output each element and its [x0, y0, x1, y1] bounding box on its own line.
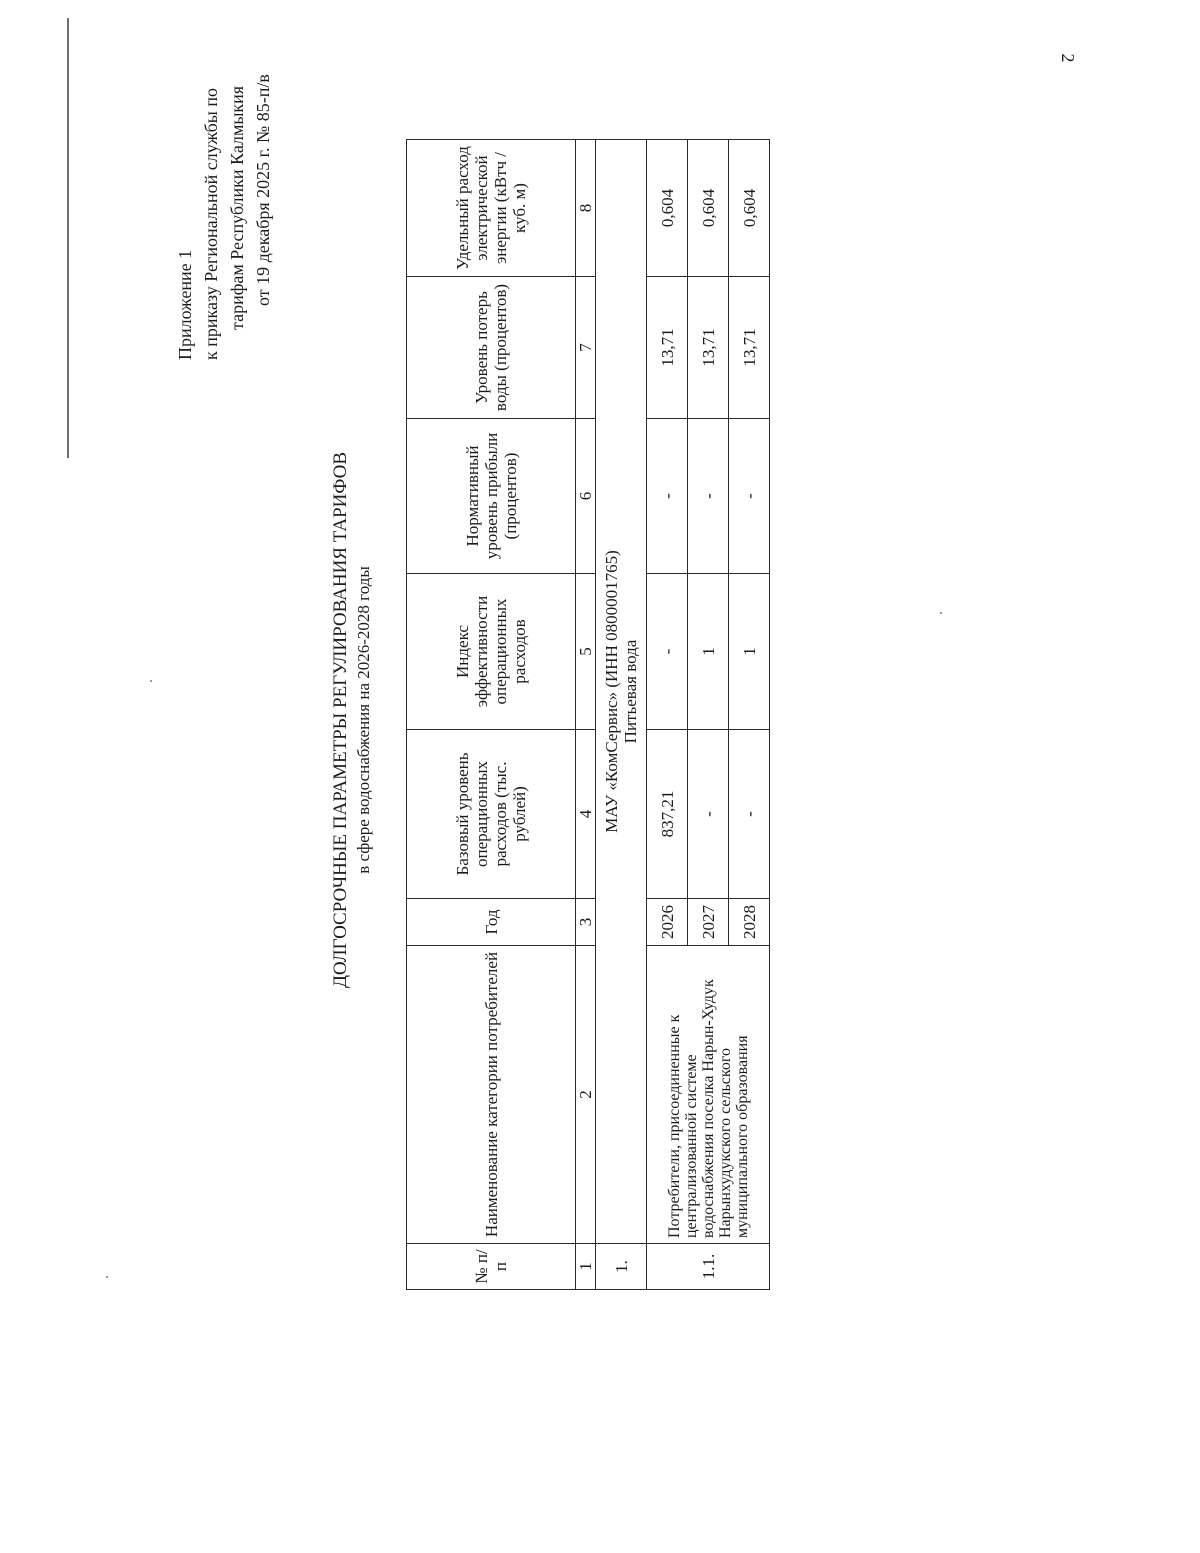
column-header: Удельный расход электрической энергии (кВтч / куб. м): [407, 140, 576, 277]
table-header-row: [407, 140, 576, 1290]
column-number: 1: [576, 1244, 596, 1290]
column-number: 8: [576, 140, 596, 277]
base-opex-cell: -: [688, 730, 729, 899]
year-cell: 2028: [729, 899, 770, 946]
consumer-category: Потребители, присоединенные к централизованной системе водоснабжения поселка Нарын-Худук Нарынхудукского сельского муниципального образования: [647, 946, 770, 1244]
profit-level-cell: -: [688, 419, 729, 574]
resource-name: Питьевая вода: [621, 639, 640, 744]
appendix-line: Приложение 1: [175, 249, 195, 360]
column-header: Уровень потерь воды (процентов): [407, 277, 576, 419]
appendix-line: тарифам Республики Калмыкия: [227, 85, 247, 330]
column-number: 2: [576, 946, 596, 1244]
appendix-line: к приказу Региональной службы по: [201, 87, 221, 360]
efficiency-index-cell: 1: [688, 574, 729, 730]
rotated-document-page: [140, 20, 760, 1420]
energy-use-cell: 0,604: [729, 140, 770, 277]
efficiency-index-cell: 1: [729, 574, 770, 730]
year-cell: 2026: [647, 899, 688, 946]
profit-level-cell: -: [729, 419, 770, 574]
column-number: 7: [576, 277, 596, 419]
profit-level-cell: -: [647, 419, 688, 574]
base-opex-cell: -: [729, 730, 770, 899]
column-number: 3: [576, 899, 596, 946]
document-title: ДОЛГОСРОЧНЫЕ ПАРАМЕТРЫ РЕГУЛИРОВАНИЯ ТАРИФОВ: [330, 451, 351, 989]
column-header: Наименование категории потребителей: [407, 946, 576, 1244]
scan-speck: [106, 1276, 108, 1278]
efficiency-index-cell: -: [647, 574, 688, 730]
base-opex-cell: 837,21: [647, 730, 688, 899]
column-number-row: [576, 140, 596, 1290]
year-cell: 2027: [688, 899, 729, 946]
column-header: № п/п: [407, 1244, 576, 1290]
water-loss-cell: 13,71: [647, 277, 688, 419]
column-number: 5: [576, 574, 596, 730]
section-row: [596, 140, 647, 1290]
appendix-header: [172, 20, 276, 360]
energy-use-cell: 0,604: [688, 140, 729, 277]
table-row: [647, 140, 688, 1290]
subsection-number: 1.1.: [647, 1244, 770, 1290]
organization-name: МАУ «КомСервис» (ИНН 0800001765): [602, 550, 621, 833]
column-header: Базовый уровень операционных расходов (тыс. рублей): [407, 730, 576, 899]
column-header: Индекс эффективности операционных расходов: [407, 574, 576, 730]
section-heading: [596, 140, 647, 1244]
scan-edge-line: [67, 18, 69, 458]
water-loss-cell: 13,71: [688, 277, 729, 419]
page-number: 2: [1058, 53, 1078, 63]
column-header: Нормативный уровень прибыли (процентов): [407, 419, 576, 574]
column-number: 4: [576, 730, 596, 899]
section-number: 1.: [596, 1244, 647, 1290]
water-loss-cell: 13,71: [729, 277, 770, 419]
column-header: Год: [407, 899, 576, 946]
tariff-parameters-table: [406, 139, 770, 1290]
scan-speck: [940, 612, 942, 614]
column-number: 6: [576, 419, 596, 574]
document-subtitle: в сфере водоснабжения на 2026-2028 годы: [354, 566, 373, 874]
energy-use-cell: 0,604: [647, 140, 688, 277]
appendix-line: от 19 декабря 2025 г. № 85-п/в: [253, 74, 273, 306]
